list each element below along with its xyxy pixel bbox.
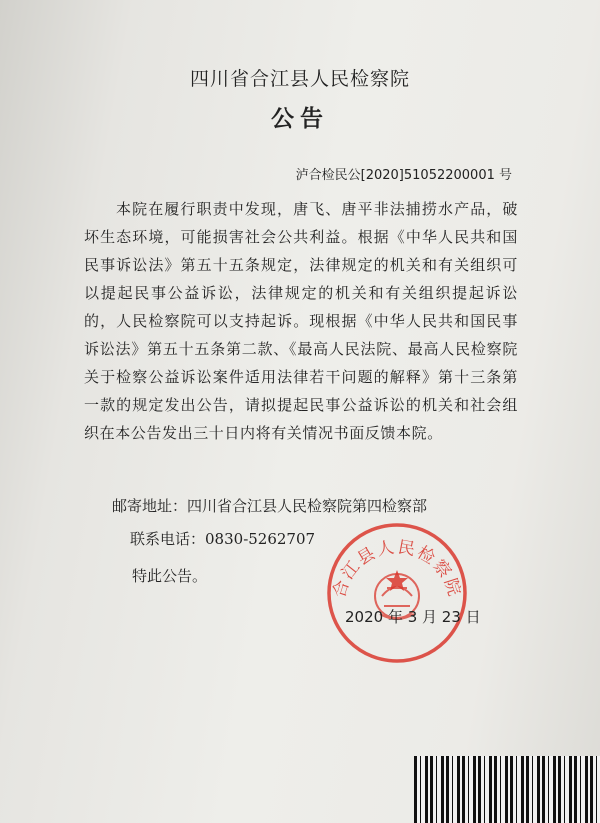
- contact-phone: [130, 528, 315, 549]
- document-number: 泸合检民公[2020]51052200001 号: [295, 168, 512, 183]
- document-title: 公告: [271, 105, 329, 132]
- contact-phone-value: 0830-5262707: [205, 530, 316, 548]
- mailing-address-value: 四川省合江县人民检察院第四检察部: [187, 497, 428, 515]
- contact-phone-label: 联系电话：: [130, 530, 206, 548]
- official-seal-icon: [322, 518, 472, 668]
- barcode-icon: [414, 756, 600, 823]
- svg-text:合江县人民检察院: [329, 537, 464, 600]
- mailing-address: [112, 495, 427, 516]
- closing-text: 特此公告。: [132, 567, 208, 585]
- seal-text: 合江县人民检察院: [329, 537, 465, 601]
- mailing-address-label: 邮寄地址：: [112, 497, 188, 515]
- announcement-body: 本院在履行职责中发现，唐飞、唐平非法捕捞水产品，破坏生态环境，可能损害社会公共利益。根据《中华人民共和国民事诉讼法》第五十五条规定，法律规定的机关和有关组织可以提起民事公益诉讼，法律规定的机关和有关组织提起诉讼的，人民检察院可以支持起诉。现根据《中华人民共和国民事诉讼法》第五十五条第二款、《最高人民法院、最高人民检察院关于检察公益诉讼案件适用法律若干问题的解释》第十三条第一款的规定发出公告，请拟提起民事公益诉讼的机关和社会组织在本公告发出三十日内将有关情况书面反馈本院。: [84, 200, 518, 442]
- organization-name: 四川省合江县人民检察院: [189, 68, 410, 90]
- issue-date: 2020 年 3 月 23 日: [345, 608, 481, 626]
